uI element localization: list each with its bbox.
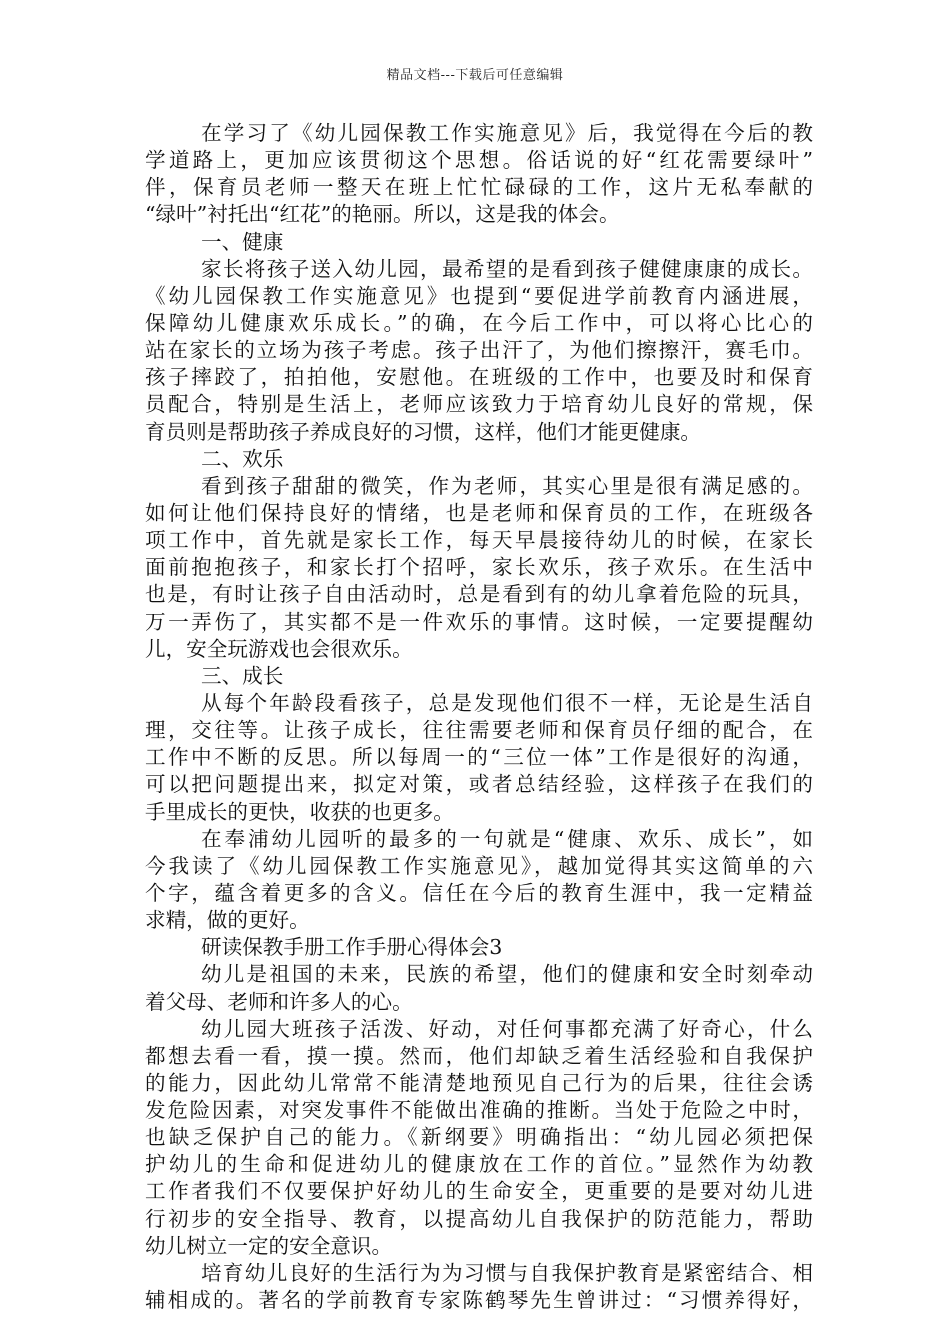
text-line: 辅相成的。著名的学前教育专家陈鹤琴先生曾讲过：“习惯养得好，	[145, 1288, 813, 1313]
text-line: 从每个年龄段看孩子，总是发现他们很不一样，无论是生活自	[201, 690, 813, 715]
text-line: 护幼儿的生命和促进幼儿的健康放在工作的首位。”显然作为幼教	[145, 1152, 813, 1177]
text-line: 员配合，特别是生活上，老师应该致力于培育幼儿良好的常规，保	[145, 392, 813, 417]
text-line: 《幼儿园保教工作实施意见》也提到“要促进学前教育内涵进展，	[145, 283, 813, 308]
text-line: 的能力，因此幼儿常常不能清楚地预见自己行为的后果，往往会诱	[145, 1070, 813, 1095]
text-line: 求精，做的更好。	[145, 908, 310, 933]
text-line: 都想去看一看，摸一摸。然而，他们却缺乏着生活经验和自我保护	[145, 1043, 813, 1068]
text-line: 在奉浦幼儿园听的最多的一句就是“健康、欢乐、成长”，如	[201, 826, 813, 851]
text-line: 项工作中，首先就是家长工作，每天早晨接待幼儿的时候，在家长	[145, 528, 813, 553]
text-line: 看到孩子甜甜的微笑，作为老师，其实心里是很有满足感的。	[201, 473, 813, 498]
text-line: 幼儿是祖国的未来，民族的希望，他们的健康和安全时刻牵动	[201, 962, 813, 987]
text-line: 手里成长的更快，收获的也更多。	[145, 799, 454, 824]
text-line: 三、成长	[201, 663, 284, 688]
text-line: 发危险因素，对突发事件不能做出准确的推断。当处于危险之中时，	[145, 1098, 813, 1123]
text-line: 孩子摔跤了，拍拍他，安慰他。在班级的工作中，也要及时和保育	[145, 365, 813, 390]
text-line: 幼儿树立一定的安全意识。	[145, 1233, 393, 1258]
text-line: 幼儿园大班孩子活泼、好动，对任何事都充满了好奇心，什么	[201, 1016, 813, 1041]
text-line: 也是，有时让孩子自由活动时，总是看到有的幼儿拿着危险的玩具，	[145, 582, 813, 607]
text-line: 培育幼儿良好的生活行为为习惯与自我保护教育是紧密结合、相	[201, 1260, 813, 1285]
text-line: 理，交往等。让孩子成长，往往需要老师和保育员仔细的配合，在	[145, 718, 813, 743]
text-line: 万一弄伤了，其实都不是一件欢乐的事情。这时候，一定要提醒幼	[145, 609, 813, 634]
text-line: 行初步的安全指导、教育，以提高幼儿自我保护的防范能力，帮助	[145, 1206, 813, 1231]
text-line: 伴，保育员老师一整天在班上忙忙碌碌的工作，这片无私奉献的	[145, 175, 813, 200]
text-line: 研读保教手册工作手册心得体会3	[201, 935, 503, 960]
text-line: 在学习了《幼儿园保教工作实施意见》后，我觉得在今后的教	[201, 121, 813, 145]
text-line: 学道路上，更加应该贯彻这个思想。俗话说的好“红花需要绿叶”	[145, 148, 813, 173]
text-line: 今我读了《幼儿园保教工作实施意见》，越加觉得其实这简单的六	[145, 853, 813, 878]
text-line: “绿叶”衬托出“红花”的艳丽。所以，这是我的体会。	[145, 202, 620, 227]
text-line: 着父母、老师和许多人的心。	[145, 989, 413, 1014]
text-line: 保障幼儿健康欢乐成长。”的确，在今后工作中，可以将心比心的	[145, 310, 813, 335]
page-header: 精品文档---下载后可任意编辑	[386, 68, 564, 83]
text-line: 个字，蕴含着更多的含义。信任在今后的教育生涯中，我一定精益	[145, 880, 813, 905]
text-line: 工作中不断的反思。所以每周一的“三位一体”工作是很好的沟通，	[145, 745, 813, 770]
text-line: 一、健康	[201, 229, 284, 254]
text-line: 育员则是帮助孩子养成良好的习惯，这样，他们才能更健康。	[145, 419, 702, 444]
document-body	[145, 120, 813, 1314]
text-line: 儿，安全玩游戏也会很欢乐。	[145, 636, 413, 661]
text-line: 二、欢乐	[201, 446, 284, 471]
text-line: 工作者我们不仅要保护好幼儿的生命安全，更重要的是要对幼儿进	[145, 1179, 813, 1204]
text-line: 站在家长的立场为孩子考虑。孩子出汗了，为他们擦擦汗，赛毛巾。	[145, 338, 813, 363]
text-line: 面前抱抱孩子，和家长打个招呼，家长欢乐，孩子欢乐。在生活中	[145, 555, 813, 580]
text-line: 如何让他们保持良好的情绪，也是老师和保育员的工作，在班级各	[145, 500, 813, 525]
text-line: 家长将孩子送入幼儿园，最希望的是看到孩子健健康康的成长。	[201, 256, 813, 281]
text-line: 也缺乏保护自己的能力。《新纲要》明确指出：“幼儿园必须把保	[145, 1125, 813, 1150]
text-line: 可以把问题提出来，拟定对策，或者总结经验，这样孩子在我们的	[145, 772, 813, 797]
